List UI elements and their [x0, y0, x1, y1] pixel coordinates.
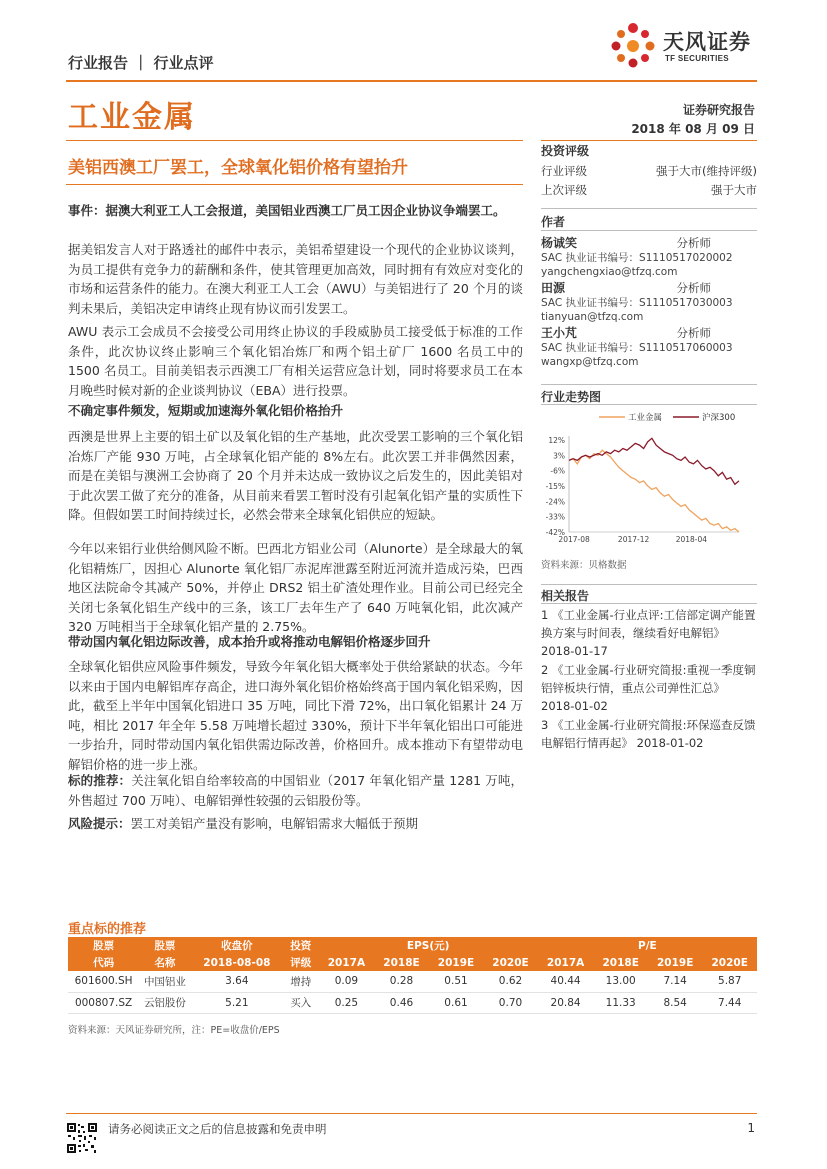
- y-tick-label: -6%: [550, 466, 565, 476]
- table-header-pe: P/E: [538, 937, 757, 954]
- author-name: 王小芃: [541, 326, 578, 340]
- table-header: 2020E: [483, 954, 538, 971]
- event-paragraph: [68, 201, 523, 221]
- author-3: [541, 325, 757, 369]
- author-role: 分析师: [676, 281, 711, 295]
- author-2-header: [541, 280, 757, 296]
- authors-section: [541, 213, 757, 230]
- paragraph-4: 今年以来铝行业供给侧风险不断。巴西北方铝业公司（Alunorte）是全球最大的氧化铝精炼厂，因担心 Alunorte 氧化铝厂赤泥库泄露至附近河流并造成污染，巴西地区法院命令其减产 50%，并停止 DRS2 铝土矿渣处理作业。目前公司已经完全关闭七条氧化铝生产线中的三条，该工厂去年生产了 640 万吨氧化铝，此次减产 320 万吨相当于全球氧化铝产量的 2.75%。: [68, 541, 523, 634]
- authors-title: 作者: [541, 215, 566, 229]
- table-header: 投资: [283, 937, 319, 954]
- footer-divider: [66, 1113, 757, 1114]
- author-2: [541, 280, 757, 324]
- risk-label: 风险提示：: [68, 816, 131, 831]
- author-role: 分析师: [676, 326, 711, 340]
- logo-english-name: TF SECURITIES: [665, 54, 729, 63]
- table-cell: 5.87: [702, 971, 757, 992]
- x-tick-label: 2018-04: [675, 535, 708, 544]
- document-type: 证券研究报告: [682, 103, 755, 117]
- recommendation-text: 关注氧化铝自给率较高的中国铝业（2017 年氧化铝产量 1281 万吨，外售超过 700 万吨）、电解铝弹性较强的云铝股份等。: [68, 773, 523, 808]
- table-header: 收盘价: [191, 937, 283, 954]
- risk-text: 罢工对美铝产量没有影响，电解铝需求大幅低于预期: [130, 816, 419, 831]
- picks-table: [68, 937, 757, 1014]
- rating-section: [541, 142, 757, 200]
- table-cell: 7.44: [702, 992, 757, 1013]
- author-3-header: [541, 325, 757, 341]
- table-cell: 0.28: [374, 971, 429, 992]
- y-tick-label: 3%: [553, 451, 565, 461]
- trend-title: 行业走势图: [541, 390, 602, 404]
- related-divider: [541, 584, 757, 585]
- paragraph-1: 据美铝发言人对于路透社的邮件中表示，美铝希望建设一个现代的企业协议谈判，为员工提供有竞争力的薪酬和条件，使其管理更加高效，同时拥有有效应对变化的市场和运营条件的能力。在澳大利亚工人工会（AWU）与美铝进行了 20 个月的谈判未果后，美铝决定申请终止现有协议而引发罢工。: [68, 242, 523, 316]
- table-cell: 0.70: [483, 992, 538, 1013]
- legend-label: 沪深300: [702, 413, 736, 423]
- headline-divider: [66, 184, 523, 185]
- related-section: [541, 587, 757, 604]
- y-tick-label: 12%: [548, 436, 565, 445]
- table-cell: 0.51: [429, 971, 484, 992]
- table-header: 2017A: [319, 954, 375, 971]
- subheading-2: 带动国内氧化铝边际改善，成本抬升或将推动电解铝价格逐步回升: [68, 634, 431, 649]
- trend-title-divider: [541, 404, 757, 405]
- author-cert: SAC 执业证书编号：S1110517030003: [541, 297, 733, 309]
- event-text: 事件：据澳大利亚工人工会报道，美国铝业西澳工厂员工因企业协议争端罢工。: [68, 203, 506, 218]
- table-header: 代码: [68, 954, 139, 971]
- industry-trend-chart: [541, 408, 757, 550]
- table-header: 2018-08-08: [191, 954, 283, 971]
- author-cert: SAC 执业证书编号：S1110517020002: [541, 252, 733, 264]
- related-list: [541, 606, 757, 752]
- author-role: 分析师: [676, 236, 711, 250]
- table-header: 股票: [68, 937, 139, 954]
- table-cell: 13.00: [593, 971, 648, 992]
- table-header: 2019E: [648, 954, 703, 971]
- previous-rating-row: [541, 181, 757, 200]
- table-header: 2017A: [538, 954, 594, 971]
- table-row: [68, 992, 757, 1013]
- x-tick-label: 2017-08: [558, 535, 590, 544]
- qr-code-icon: [66, 1122, 98, 1154]
- table-header: 2020E: [702, 954, 757, 971]
- author-1-header: [541, 235, 757, 251]
- author-name: 田源: [541, 281, 566, 295]
- related-title-divider: [541, 603, 757, 604]
- table-header: 评级: [283, 954, 319, 971]
- table-cell: 增持: [283, 971, 319, 992]
- table-cell: 5.21: [191, 992, 283, 1013]
- author-email[interactable]: tianyuan@tfzq.com: [541, 311, 644, 323]
- x-tick-label: 2017-12: [617, 535, 650, 544]
- page-number: 1: [747, 1121, 755, 1135]
- recommendation: [68, 771, 523, 810]
- table-cell: 000807.SZ: [68, 992, 139, 1013]
- previous-rating-label: 上次评级: [541, 183, 587, 197]
- title-divider: [66, 140, 523, 141]
- series-line: [569, 450, 739, 532]
- legend-label: 工业金属: [628, 413, 663, 423]
- table-row: [68, 971, 757, 992]
- table-header: 股票: [139, 937, 191, 954]
- previous-rating-value: 强于大市: [711, 183, 757, 197]
- table-cell: 云铝股份: [139, 992, 191, 1013]
- table-cell: 40.44: [538, 971, 594, 992]
- table-cell: 买入: [283, 992, 319, 1013]
- report-date: 2018 年 08 月 09 日: [631, 122, 755, 136]
- series-line: [569, 438, 739, 484]
- table-cell: 601600.SH: [68, 971, 139, 992]
- related-report-item[interactable]: 1 《工业金属-行业点评:工信部定调产能置换方案与时间表，继续看好电解铝》 2018-01-17: [541, 608, 756, 658]
- y-tick-label: -24%: [545, 497, 565, 507]
- author-email[interactable]: yangchengxiao@tfzq.com: [541, 266, 678, 278]
- related-report-item[interactable]: 3 《工业金属-行业研究简报:环保巡查反馈 电解铝行情再起》 2018-01-02: [541, 718, 756, 750]
- paragraph-3: 西澳是世界上主要的铝土矿以及氧化铝的生产基地，此次受罢工影响的三个氧化铝冶炼厂产能 930 万吨，占全球氧化铝产能的 8%左右。此次罢工并非偶然因素，而是在美铝与澳洲工会协商了 20 个月并未达成一致协议之后发生的，因此美铝对于此次罢工做了充分的准备，从目前来看罢工暂时没有引起氧化铝产量的实质性下降。但假如罢工时间持续过长，必然会带来全球氧化铝供应的短缺。: [68, 429, 523, 522]
- table-cell: 0.09: [319, 971, 375, 992]
- table-cell: 7.14: [648, 971, 703, 992]
- table-header-row: [68, 954, 757, 971]
- sidebar-divider: [541, 140, 757, 141]
- logo-mark-icon: [605, 20, 661, 70]
- industry-rating-value: 强于大市(维持评级): [656, 164, 757, 178]
- paragraph-5: 全球氧化铝供应风险事件频发，导致今年氧化铝大概率处于供给紧缺的状态。今年以来由于国内电解铝库存高企，进口海外氧化铝价格始终高于国内氧化铝采购，因此，截至上半年中国氧化铝进口 35 万吨，同比下滑 72%，出口氧化铝累计 24 万吨，相比 2017 年全年 5.58 万吨增长超过 330%，预计下半年氧化铝出口可能进一步抬升，同时带动国内氧化铝供需边际改善，价格回升。成本推动下有望带动电解铝价格的进一步上涨。: [68, 659, 523, 772]
- paragraph-2: AWU 表示工会成员不会接受公司用终止协议的手段威胁员工接受低于标准的工作条件，此次协议终止影响三个氧化铝冶炼厂和两个铝土矿厂 1600 名员工中的 1500 名员工。目前美铝表示西澳工厂有相关运营应急计划，同时将要求员工在本月晚些时候对新的企业谈判协议（EBA）进行投票。: [68, 324, 523, 398]
- table-cell: 11.33: [593, 992, 648, 1013]
- table-cell: 0.46: [374, 992, 429, 1013]
- industry-rating-label: 行业评级: [541, 164, 587, 178]
- table-header: 2018E: [374, 954, 429, 971]
- table-cell: 0.25: [319, 992, 375, 1013]
- author-name: 杨诚笑: [541, 236, 578, 250]
- y-tick-label: -15%: [545, 482, 565, 491]
- industry-title: 工业金属: [68, 100, 196, 135]
- y-tick-label: -33%: [545, 512, 565, 522]
- table-cell: 0.62: [483, 971, 538, 992]
- related-title: 相关报告: [541, 589, 590, 603]
- table-header-eps: EPS(元): [319, 937, 538, 954]
- picks-table-title: 重点标的推荐: [68, 922, 147, 937]
- table-header: 2018E: [593, 954, 648, 971]
- related-report-item[interactable]: 2 《工业金属-行业研究简报:重视一季度铜铝锌板块行情，重点公司弹性汇总》 2018-01-02: [541, 663, 756, 713]
- authors-title-divider: [541, 230, 757, 231]
- rating-title: 投资评级: [541, 144, 590, 158]
- chart-source: 资料来源：贝格数据: [541, 560, 627, 571]
- table-cell: 20.84: [538, 992, 594, 1013]
- industry-rating-row: [541, 162, 757, 181]
- trend-section: [541, 388, 757, 405]
- table-header: 2019E: [429, 954, 484, 971]
- headline: 美铝西澳工厂罢工，全球氧化铝价格有望抬升: [68, 158, 408, 178]
- recommendation-label: 标的推荐：: [68, 773, 132, 788]
- logo-name: 天风证券: [663, 30, 751, 54]
- report-type: 行业报告 ｜ 行业点评: [68, 54, 214, 72]
- table-cell: 中国铝业: [139, 971, 191, 992]
- footer-disclaimer[interactable]: 请务必阅读正文之后的信息披露和免责申明: [108, 1122, 327, 1136]
- y-tick-label: -42%: [545, 528, 565, 537]
- author-1: [541, 235, 757, 279]
- table-cell: 3.64: [191, 971, 283, 992]
- table-source: 资料来源：天风证券研究所，注：PE=收盘价/EPS: [68, 1025, 280, 1036]
- authors-divider: [541, 208, 757, 209]
- subheading-1: 不确定事件频发，短期或加速海外氧化铝价格抬升: [68, 403, 344, 418]
- author-email[interactable]: wangxp@tfzq.com: [541, 356, 639, 368]
- risk-warning: [68, 814, 523, 834]
- author-cert: SAC 执业证书编号：S1110517060003: [541, 342, 733, 354]
- trend-divider: [541, 384, 757, 385]
- table-header-row: [68, 937, 757, 954]
- table-header: 名称: [139, 954, 191, 971]
- table-cell: 0.61: [429, 992, 484, 1013]
- header-divider: [66, 80, 757, 82]
- table-cell: 8.54: [648, 992, 703, 1013]
- logo: [605, 20, 765, 72]
